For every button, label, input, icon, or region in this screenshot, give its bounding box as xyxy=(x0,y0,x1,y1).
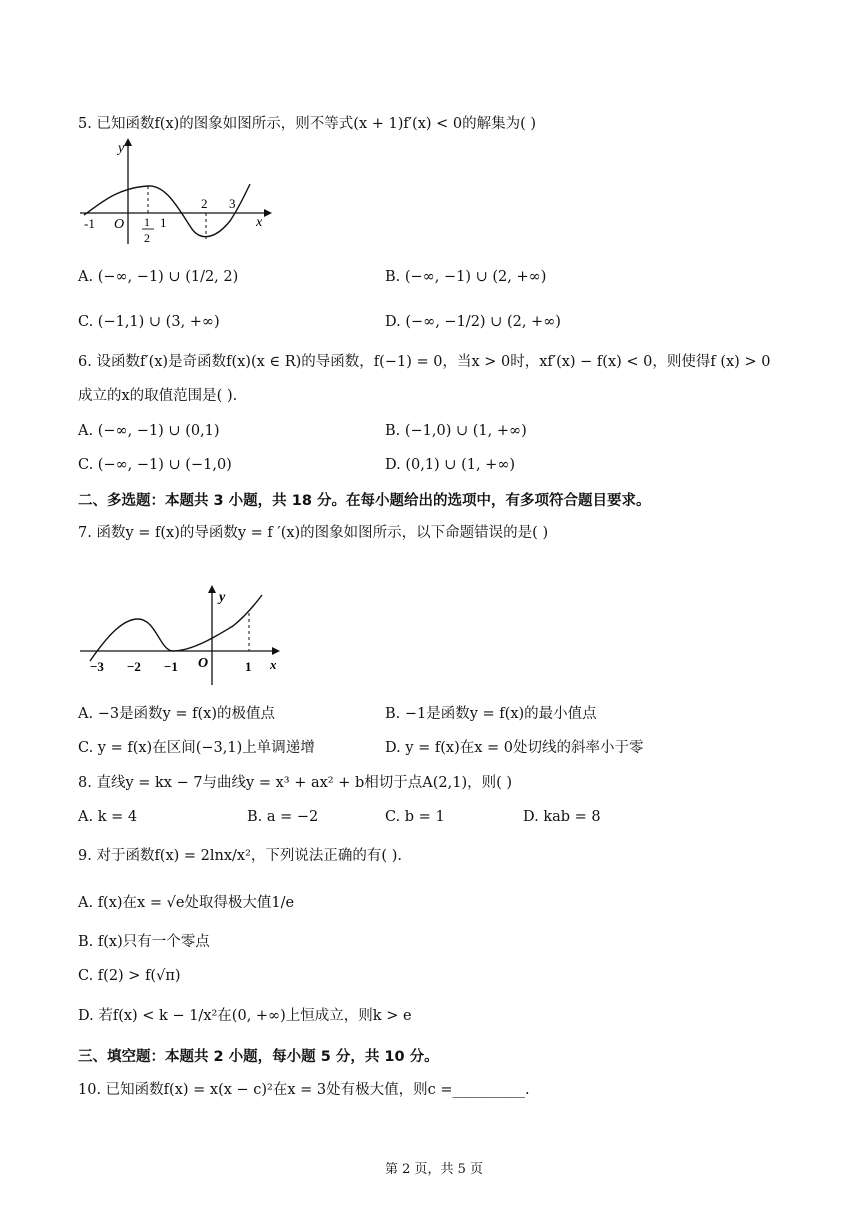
q9-option-b[interactable]: B. f(x)只有一个零点 xyxy=(78,934,210,950)
q7-option-b[interactable]: B. −1是函数y = f(x)的最小值点 xyxy=(385,706,597,722)
q6-option-a[interactable]: A. (−∞, −1) ∪ (0,1) xyxy=(78,423,220,439)
q5-y-label: y xyxy=(118,141,125,156)
section-2-heading: 二、多选题：本题共 3 小题，共 18 分。在每小题给出的选项中，有多项符合题目要求。 xyxy=(78,493,651,509)
q9-option-d[interactable]: D. 若f(x) < k − 1/x²在(0, +∞)上恒成立，则k > e xyxy=(78,1008,412,1024)
q6-option-b[interactable]: B. (−1,0) ∪ (1, +∞) xyxy=(385,423,527,439)
q7-x-arrow xyxy=(272,647,280,655)
q5-tick-2: 2 xyxy=(201,196,208,211)
q5-x-arrow xyxy=(264,209,272,217)
q5-stem: 5. 已知函数f(x)的图象如图所示，则不等式(x + 1)f′(x) < 0的解集为( ) xyxy=(78,116,537,132)
q5-option-a[interactable]: A. (−∞, −1) ∪ (1/2, 2) xyxy=(78,269,239,285)
q7-tick-neg1: −1 xyxy=(164,659,178,674)
q5-graph xyxy=(78,136,278,248)
q7-graph xyxy=(78,583,293,693)
q6-option-c[interactable]: C. (−∞, −1) ∪ (−1,0) xyxy=(78,457,232,473)
q7-y-label: y xyxy=(219,590,226,605)
q7-option-a[interactable]: A. −3是函数y = f(x)的极值点 xyxy=(78,706,275,722)
q5-option-b[interactable]: B. (−∞, −1) ∪ (2, +∞) xyxy=(385,269,547,285)
q5-curve xyxy=(84,184,250,237)
q5-origin-label: O xyxy=(114,217,125,232)
q10-stem: 10. 已知函数f(x) = x(x − c)²在x = 3处有极大值，则c =__________. xyxy=(78,1082,530,1098)
page-footer: 第 2 页，共 5 页 xyxy=(384,1162,484,1177)
q8-stem: 8. 直线y = kx − 7与曲线y = x³ + ax² + b相切于点A(2,1)，则( ) xyxy=(78,775,513,791)
q7-origin-label: O xyxy=(198,656,209,671)
q6-option-d[interactable]: D. (0,1) ∪ (1, +∞) xyxy=(385,457,516,473)
q8-option-a[interactable]: A. k = 4 xyxy=(78,809,138,825)
q6-stem-line1: 6. 设函数f′(x)是奇函数f(x)(x ∈ R)的导函数，f(−1) = 0，当x > 0时，xf′(x) − f(x) < 0，则使得f (x) > 0 xyxy=(78,354,771,370)
q7-y-arrow xyxy=(208,585,216,593)
q7-tick-1: 1 xyxy=(245,659,252,674)
q7-tick-neg3: −3 xyxy=(90,659,104,674)
q9-stem: 9. 对于函数f(x) = 2lnx/x²，下列说法正确的有( ). xyxy=(78,848,402,864)
q6-stem-line2: 成立的x的取值范围是( ). xyxy=(78,388,238,404)
q7-option-c[interactable]: C. y = f(x)在区间(−3,1)上单调递增 xyxy=(78,740,315,756)
q5-tick-1: 1 xyxy=(160,215,167,230)
q7-x-label: x xyxy=(270,657,277,672)
q5-x-label: x xyxy=(256,215,263,230)
q8-option-d[interactable]: D. kab = 8 xyxy=(523,809,601,825)
q8-option-c[interactable]: C. b = 1 xyxy=(385,809,445,825)
q5-option-d[interactable]: D. (−∞, −1/2) ∪ (2, +∞) xyxy=(385,314,561,330)
section-3-heading: 三、填空题：本题共 2 小题，每小题 5 分，共 10 分。 xyxy=(78,1049,439,1065)
q5-tick-neg1: -1 xyxy=(84,216,95,231)
q5-tick-3: 3 xyxy=(229,196,236,211)
q8-option-b[interactable]: B. a = −2 xyxy=(247,809,319,825)
q5-tick-half-den: 2 xyxy=(144,231,150,245)
q7-stem: 7. 函数y = f(x)的导函数y = f ′(x)的图象如图所示，以下命题错误的是( ) xyxy=(78,525,549,541)
q7-option-d[interactable]: D. y = f(x)在x = 0处切线的斜率小于零 xyxy=(385,740,644,756)
q5-option-c[interactable]: C. (−1,1) ∪ (3, +∞) xyxy=(78,314,220,330)
q5-tick-half-num: 1 xyxy=(144,215,150,229)
q9-option-c[interactable]: C. f(2) > f(√π) xyxy=(78,968,181,984)
q5-y-arrow xyxy=(124,138,132,146)
q9-option-a[interactable]: A. f(x)在x = √e处取得极大值1/e xyxy=(78,895,295,911)
q7-tick-neg2: −2 xyxy=(127,659,141,674)
